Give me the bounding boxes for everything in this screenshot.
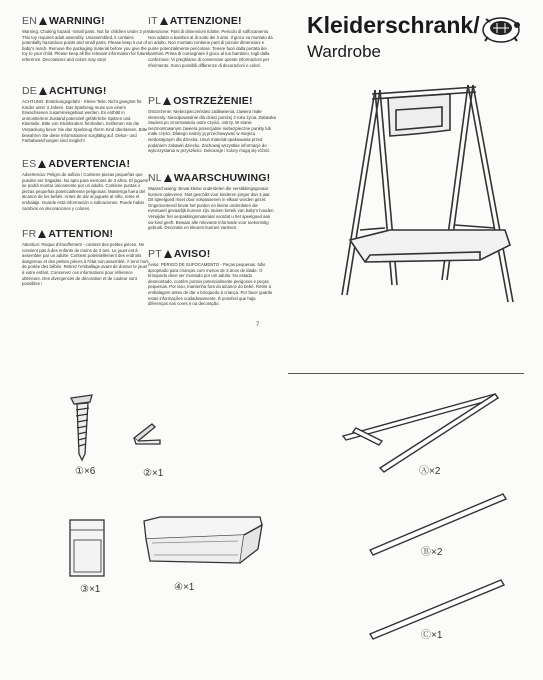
page-title: Kleiderschrank/ — [307, 12, 480, 38]
warning-heading: ADVERTENCIA! — [48, 158, 131, 170]
warning-text: Waarschuwing: Bevat kleine onderdelen die verstikkingsgevaar kunnen opleveren. Niet geschikt voor kinderen jonger dan 3 jaar. Dit speelgoed moet door volwassenen in elkaar worden gezet. Ongemonteerd bevat het punten en kleine onderdelen die eventueel gevaarlijk kunnen zijn. Buiten bereik van baby's houden. Verwijder het verpakkingsmateriaal voordat u het speelgoed aan uw kind geeft. Bewaar alle relevante informatie voor toekomstig gebruik. Decoratie en kleuren kunnen variëren. — [148, 186, 275, 231]
warning-triangle-icon — [163, 97, 171, 105]
warning-block-fr — [22, 228, 150, 287]
part-label-a-frame: Ⓐ×2 — [419, 466, 441, 477]
part-label-screw: ①×6 — [75, 466, 96, 477]
warning-triangle-icon — [164, 250, 172, 258]
warning-text: Advertencia: Peligro de asfixia / Contiene piezas pequeñas que pueden ser tragadas. No apto para menores de 3 años. El juguete se podrá montar únicamente por un adulto. Contiene puntas o piezas pequeñas potencialmente peligrosas. Mantenga fuera del alcance de los bebés. Antes de dar al juguete al niño, retire el embalaje. Guarde esta información o indicaciones. Puede haber cambios en decoraciones y colores. — [22, 172, 149, 211]
warning-heading: OSTRZEŻENIE! — [173, 95, 253, 107]
warning-text: Attenzione: Parti di dimensioni ridotte. Pericolo di soffocamento. Non adatto a bambini al di sotto dei 3 anni. Il gioco va montato da un adulto. Non montato contiene parti di piccole dimensioni e punte potenzialmente pericolose. Tenere fuori dalla portata dei bambini. Prima di consegnare il gioco al tuo bambino, togli dalla confezione. Vi preghiamo di conservare queste informazioni per riferimento. Sono possibili differenze di decorazioni e colori. — [148, 29, 273, 68]
warning-triangle-icon — [38, 230, 46, 238]
page-subtitle: Wardrobe — [307, 42, 382, 61]
warning-heading: ATTENZIONE! — [169, 15, 242, 27]
screw-icon — [68, 392, 98, 462]
turtle-logo-icon — [478, 12, 524, 46]
warning-text: Attention: Risque d'étouffement - contient des petites pièces. Ne convient pas à des enfants de moins de 3 ans. Le jouet est à assembler par un adulte. Contient potentiellement des endroits dangereux et des petites pièces à l'état non assemblé. À tenir hors de portée des bébés. Retirez l'emballage avant de donner le jouet à votre enfant. Conservez ces informations pour référence ultérieure. Des divergences de décoration et de couleur sont possibles ! — [22, 242, 149, 287]
page-number: 7 — [256, 322, 260, 328]
warning-text: ACHTUNG: Erstickungsgefahr - Kleine Teile. Nicht geeignet für Kinder unter 3 Jahren. Das Spielzeug muss von einem Erwachsenen zusammengebaut werden. Es enthält in unmontiertem Zustand potenziell gefährliche Spitzen und Kleinteile. Bitte von Kleinkindern fernhalten. Entfernen Sie die Verpackung bevor Sie das Spielzeug Ihrem Kind überlassen. Bitte bewahren Sie diese Informationen sorgfältig auf. Dekor- und Farbabweichungen sind möglich! — [22, 99, 148, 144]
warning-heading: WAARSCHUWING! — [173, 172, 271, 184]
fabric-panel-icon — [68, 518, 108, 580]
part-label-rod-c: Ⓒ×1 — [421, 630, 443, 641]
lang-code: ES — [22, 158, 37, 170]
lang-code: EN — [22, 15, 37, 27]
lang-code: FR — [22, 228, 37, 240]
lang-code: PL — [148, 95, 162, 107]
warning-block-en — [22, 15, 150, 63]
shelf-tray-icon — [140, 513, 265, 573]
warning-heading: ACHTUNG! — [49, 85, 107, 97]
hex-key-icon — [130, 420, 170, 450]
lang-code: PT — [148, 248, 162, 260]
warning-triangle-icon — [160, 17, 168, 25]
warning-triangle-icon — [38, 160, 46, 168]
warning-triangle-icon — [39, 17, 47, 25]
warning-heading: AVISO! — [173, 248, 211, 260]
lang-code: NL — [148, 172, 162, 184]
warning-text: Warning: Choking hazard -Small parts. Not for children under 3 yrs. This toy requires adult assembly. Unassembled, it contains potentially hazardous points and small parts. Please keep it out of baby's reach. Remove the packaging material before you give the toy to your child. Please keep all the relevant information for future reference. Decorations and colors may vary! — [22, 29, 150, 62]
warning-block-it — [148, 15, 276, 68]
part-label-rod-b: Ⓑ×2 — [421, 547, 443, 558]
warning-block-pl — [148, 95, 276, 154]
warning-block-pt — [148, 248, 276, 307]
warning-block-de — [22, 85, 150, 144]
warning-triangle-icon — [39, 87, 47, 95]
lang-code: IT — [148, 15, 158, 27]
warning-text: Aviso: PERIGO DE SUFOCAMENTO - Peças pequenas. Não apropriado para crianças com menos de 3 anos de idade. O brinquedo deve ser montado por um adulto. No estado desmontado, contém pontos potencialmente perigosos e peças pequenas. Por isso, mantenha fora do alcance do bebé. Retire a embalagem antes de dar o brinquedo à criança. Por favor guarde estas informações cuidadosamente. É possível que haja diferenças nas cores e na decoração. — [148, 262, 273, 307]
warning-triangle-icon — [164, 174, 172, 182]
part-label-shelf-tray: ④×1 — [174, 582, 195, 593]
lang-code: DE — [22, 85, 37, 97]
part-label-fabric-panel: ③×1 — [80, 584, 101, 595]
assembled-wardrobe — [330, 80, 530, 310]
section-divider — [288, 373, 524, 374]
warning-block-nl — [148, 172, 276, 231]
warning-text: Ostrzeżenie: Niebezpieczeństwo zadławienia, zawiera małe elementy. Nieodpowiednie dla dzieci poniżej 3 roku życia. Zabawka zawiera po zmontowaniu ostre części, ostrzy. W stanie niezmontowanym zawiera potencjalnie niebezpieczne punkty lub małe części. Dlatego należy ją przechowywać w miejscu niedostępnym dla dziecka. Usuń materiał opakowania przed podaniem zabawki dziecku. Zachowaj wszystkie informacje do wykorzystania w przyszłości. Dekoracje i kolory mogą się różnić. — [148, 109, 276, 154]
warning-heading: ATTENTION! — [48, 228, 114, 240]
warning-heading: WARNING! — [49, 15, 105, 27]
warning-block-es — [22, 158, 150, 211]
part-label-hex-key: ②×1 — [143, 468, 164, 479]
